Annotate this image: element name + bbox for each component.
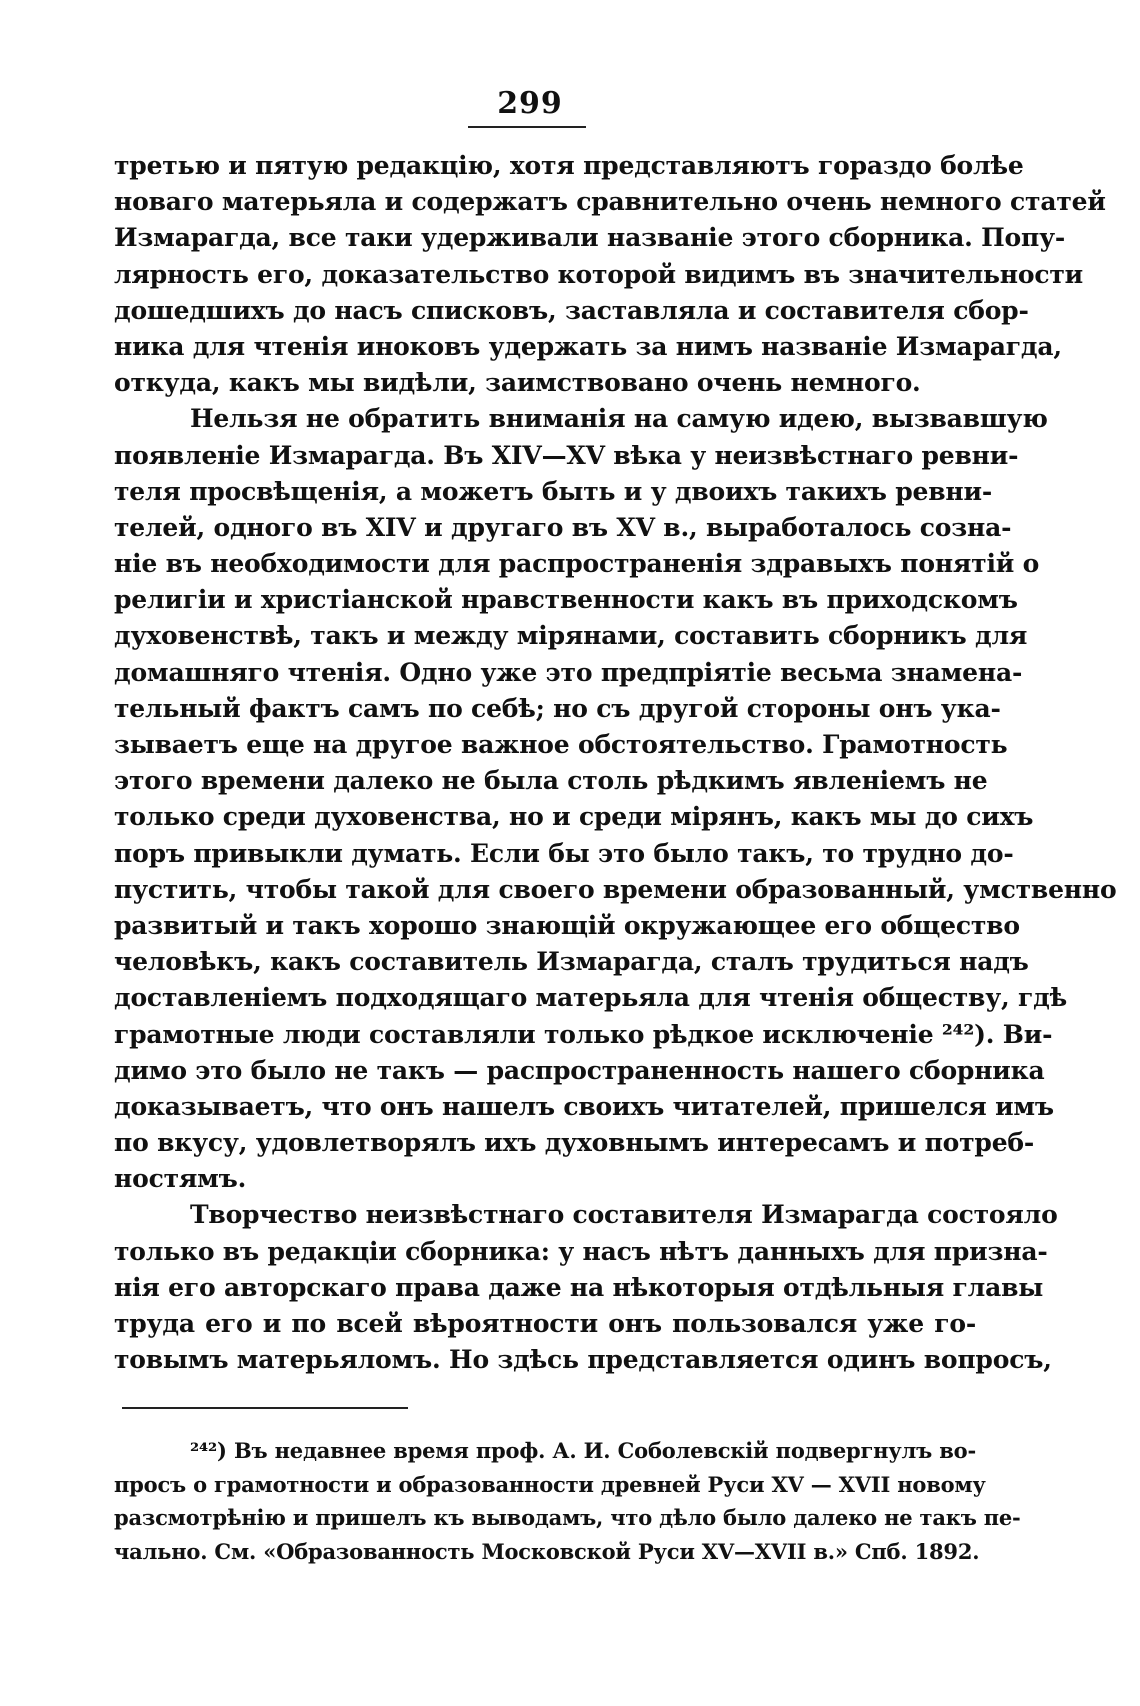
- body-line: поръ привыкли думать. Если бы это было такъ, то трудно до-: [114, 838, 1014, 868]
- body-text: [114, 148, 1117, 1378]
- body-line: грамотные люди составляли только рѣдкое исключеніе ²⁴²). Ви-: [114, 1019, 1053, 1049]
- body-line: человѣкъ, какъ составитель Измарагда, сталъ трудиться надъ: [114, 947, 1029, 977]
- body-line: ника для чтенія иноковъ удержать за нимъ названіе Измарагда,: [114, 331, 1062, 361]
- body-line: этого времени далеко не была столь рѣдкимъ явленіемъ не: [114, 766, 988, 796]
- body-line: третью и пятую редакцію, хотя представляютъ гораздо болѣе: [114, 151, 1024, 180]
- footnote: [114, 1434, 1021, 1568]
- body-line: доказываетъ, что онъ нашелъ своихъ читателей, пришелся имъ: [114, 1091, 1054, 1121]
- body-line: теля просвѣщенія, а можетъ быть и у двоихъ такихъ ревни-: [114, 476, 992, 506]
- footnote-separator: [122, 1407, 408, 1409]
- body-line: появленіе Измарагда. Въ XIV—XV вѣка у неизвѣстнаго ревни-: [114, 440, 1019, 470]
- body-line: развитый и такъ хорошо знающій окружающее его общество: [114, 910, 1020, 940]
- page-number: 299: [497, 86, 563, 121]
- body-line: домашняго чтенія. Одно уже это предпріятіе весьма знамена-: [114, 657, 1023, 687]
- body-line: ніе въ необходимости для распространенія здравыхъ понятій о: [114, 549, 1040, 579]
- footnote-line: просъ о грамотности и образованности древней Руси XV — XVII новому: [114, 1471, 986, 1497]
- page-number-rule: [468, 126, 586, 128]
- body-line: Творчество неизвѣстнаго составителя Измарагда состояло: [190, 1200, 1058, 1230]
- body-line: труда его и по всей вѣроятности онъ пользовался уже го-: [114, 1309, 976, 1338]
- body-line: Измарагда, все таки удерживали названіе этого сборника. Попу-: [114, 223, 1066, 253]
- body-line: ностямъ.: [114, 1164, 247, 1194]
- body-line: дошедшихъ до насъ списковъ, заставляла и составителя сбор-: [114, 295, 1029, 325]
- body-line: Нельзя не обратить вниманія на самую идею, вызвавшую: [190, 404, 1048, 434]
- body-line: только въ редакціи сборника: у насъ нѣтъ данныхъ для призна-: [114, 1236, 1048, 1266]
- body-line: по вкусу, удовлетворялъ ихъ духовнымъ интересамъ и потреб-: [114, 1128, 1035, 1158]
- footnote-line: разсмотрѣнію и пришелъ къ выводамъ, что дѣло было далеко не такъ пе-: [114, 1505, 1021, 1530]
- footnote-line: ²⁴²) Въ недавнее время проф. А. И. Соболевскій подвергнулъ во-: [190, 1438, 976, 1463]
- body-line: нія его авторскаго права даже на нѣкоторыя отдѣльныя главы: [114, 1272, 1044, 1302]
- footnote-line: чально. См. «Образованность Московской Руси XV—XVII в.» Спб. 1892.: [114, 1538, 980, 1564]
- body-line: зываетъ еще на другое важное обстоятельство. Грамотность: [114, 730, 1008, 759]
- body-line: откуда, какъ мы видѣли, заимствовано очень немного.: [114, 368, 921, 398]
- body-line: димо это было не такъ — распространенность нашего сборника: [114, 1055, 1045, 1085]
- body-line: тельный фактъ самъ по себѣ; но съ другой стороны онъ ука-: [114, 693, 1001, 723]
- body-line: пустить, чтобы такой для своего времени образованный, умственно: [114, 874, 1117, 904]
- body-line: религіи и христіанской нравственности какъ въ приходскомъ: [114, 585, 1018, 615]
- body-line: новаго матерьяла и содержатъ сравнительно очень немного статей: [114, 187, 1106, 217]
- body-line: товымъ матерьяломъ. Но здѣсь представляется одинъ вопросъ,: [114, 1345, 1052, 1375]
- body-line: лярность его, доказательство которой видимъ въ значительности: [114, 259, 1084, 289]
- body-line: только среди духовенства, но и среди мірянъ, какъ мы до сихъ: [114, 802, 1034, 832]
- body-line: доставленіемъ подходящаго матерьяла для чтенія обществу, гдѣ: [114, 983, 1067, 1013]
- body-line: духовенствѣ, такъ и между мірянами, составить сборникъ для: [114, 621, 1028, 651]
- body-line: телей, одного въ XIV и другаго въ XV в., выработалось созна-: [114, 512, 1012, 542]
